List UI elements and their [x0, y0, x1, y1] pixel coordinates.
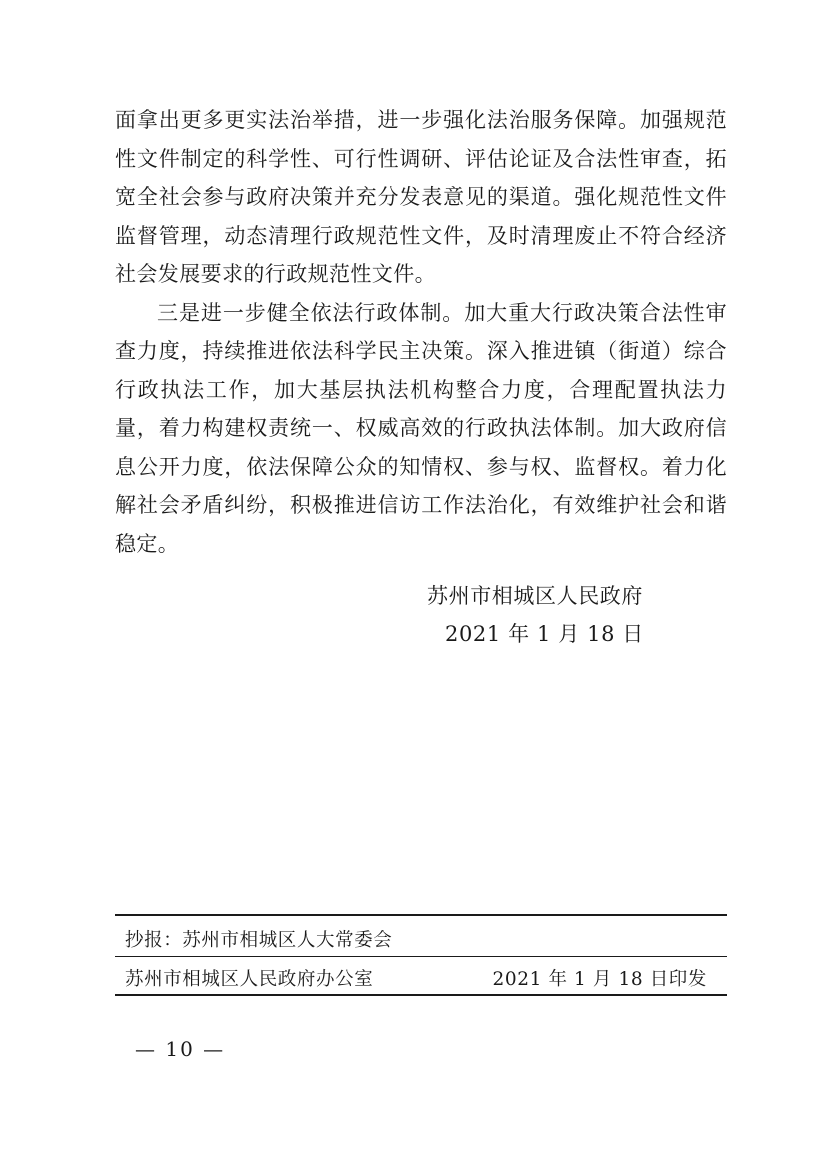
paragraph-text: 加大重大行政决策合法性审查力度，持续推进依法科学民主决策。深入推进镇（街道）综合行政执法工作，加大基层执法机构整合力度，合理配置执法力量，着力构建权责统一、权威高效的行政执法体制。加大政府信息公开力度，依法保障公众的知情权、参与权、监督权。着力化解社会矛盾纠纷，积极推进信访工作法治化，有效维护社会和谐稳定。	[115, 300, 727, 556]
footer-top-rule	[115, 914, 727, 916]
footer-middle-rule	[115, 956, 727, 957]
page-number: — 10 —	[135, 1037, 226, 1061]
signature-organization: 苏州市相城区人民政府	[427, 584, 643, 608]
issue-date: 2021 年 1 月 18 日印发	[492, 969, 707, 990]
footer-bottom-rule	[115, 994, 727, 996]
paragraph-text: 面拿出更多更实法治举措，进一步强化法治服务保障。加强规范性文件制定的科学性、可行性调研、评估论证及合法性审查，拓宽全社会参与政府决策并充分发表意见的渠道。强化规范性文件监督管理，动态清理行政规范性文件，及时清理废止不符合经济社会发展要求的行政规范性文件。	[115, 108, 727, 286]
paragraph-lead-heading: 三是进一步健全依法行政体制。	[157, 300, 465, 325]
paragraph-continued	[115, 101, 727, 294]
issuing-office: 苏州市相城区人民政府办公室	[125, 969, 374, 990]
document-body	[115, 101, 727, 563]
signature-date: 2021 年 1 月 18 日	[445, 622, 644, 646]
distribution-footer	[115, 914, 727, 996]
paragraph-item-three	[115, 294, 727, 564]
cc-recipients: 抄报：苏州市相城区人大常委会	[125, 930, 393, 951]
